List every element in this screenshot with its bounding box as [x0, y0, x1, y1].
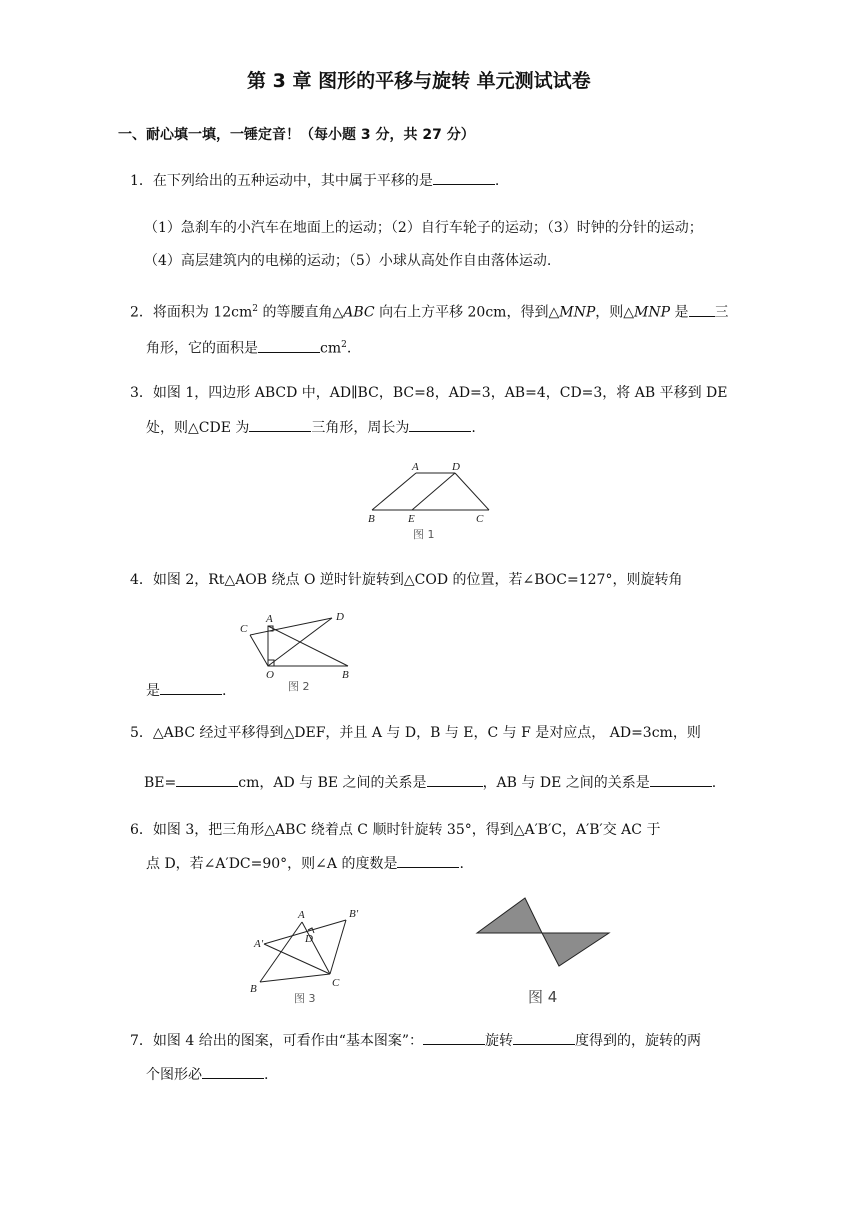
label-D: D	[305, 933, 313, 945]
q5-text: .	[711, 775, 717, 791]
answer-blank[interactable]	[176, 772, 238, 787]
q7-text: 7．如图 4 给出的图案，可看作由“基本图案”：	[130, 1033, 424, 1049]
label-A-prime: A′	[254, 938, 264, 950]
question-3-line2	[146, 417, 476, 438]
figure-3-caption: 图 3	[294, 992, 316, 1005]
answer-blank[interactable]	[160, 680, 222, 695]
q2-text: .	[346, 340, 352, 357]
label-D: D	[336, 611, 344, 623]
question-6: 6．如图 3，把三角形△ABC 绕着点 C 顺时针旋转 35°，得到△A′B′C，A′B′交 AC 于	[130, 822, 661, 838]
answer-blank[interactable]	[427, 772, 483, 787]
q2-text: 向右上方平移 20cm，得到△	[374, 304, 560, 321]
basic-pattern-triangle	[477, 898, 542, 933]
q2-text: 2．将面积为 12cm	[130, 304, 253, 321]
question-4: 4．如图 2，Rt△AOB 绕点 O 逆时针旋转到△COD 的位置，若∠BOC=127°，则旋转角	[130, 572, 683, 588]
q2-var: MNP	[559, 304, 596, 321]
question-7	[130, 1030, 701, 1051]
label-C: C	[240, 623, 248, 635]
question-6-line2	[146, 853, 464, 874]
label-A: A	[266, 613, 273, 625]
q3-text: .	[471, 420, 476, 436]
q1-end: .	[494, 173, 500, 189]
label-D: D	[452, 461, 460, 473]
question-5-line2	[144, 772, 716, 793]
answer-blank[interactable]	[258, 338, 320, 353]
section-header: 一、耐心填一填，一锤定音！（每小题 3 分，共 27 分）	[118, 127, 475, 143]
question-7-line2	[146, 1064, 268, 1085]
figure-1	[360, 460, 500, 546]
question-2-line2	[146, 335, 351, 359]
answer-blank[interactable]	[513, 1030, 575, 1045]
label-B-prime: B′	[349, 908, 359, 920]
question-4-line2	[146, 680, 226, 701]
page-title: 第 3 章 图形的平移与旋转 单元测试试卷	[247, 70, 591, 92]
q7-text: 旋转	[485, 1033, 514, 1049]
q3-text: 处，则△CDE 为	[146, 420, 250, 436]
q2-sup: 2	[341, 340, 347, 350]
q4-text: .	[222, 683, 227, 699]
q5-text: BE=	[144, 775, 177, 791]
q2-var: MNP	[634, 304, 671, 321]
figure-2	[232, 608, 362, 698]
figure-3	[246, 902, 376, 1008]
answer-blank[interactable]	[202, 1064, 264, 1079]
question-3: 3．如图 1，四边形 ABCD 中，AD∥BC，BC=8，AD=3，AB=4，CD=3，将 AB 平移到 DE	[130, 385, 728, 401]
answer-blank[interactable]	[397, 853, 459, 868]
figure-4-caption: 图 4	[528, 988, 558, 1006]
question-5: 5．△ABC 经过平移得到△DEF，并且 A 与 D，B 与 E，C 与 F 是对应点， AD=3cm，则	[130, 725, 701, 741]
label-E: E	[408, 513, 415, 525]
answer-blank[interactable]	[433, 170, 495, 185]
q2-text: cm	[320, 340, 342, 357]
figure-2-caption: 图 2	[288, 680, 310, 693]
answer-blank[interactable]	[423, 1030, 485, 1045]
q2-text: 的等腰直角△	[258, 304, 344, 321]
q7-text: .	[264, 1067, 269, 1083]
q2-var: ABC	[343, 304, 375, 321]
q7-text: 个图形必	[146, 1067, 202, 1083]
q1-options-line1: （1）急刹车的小汽车在地面上的运动；（2）自行车轮子的运动；（3）时钟的分针的运动；	[144, 220, 703, 236]
q4-text: 是	[146, 683, 160, 699]
q2-text: ，则△	[595, 304, 635, 321]
answer-blank[interactable]	[249, 417, 311, 432]
q1-stem: 1．在下列给出的五种运动中，其中属于平移的是	[130, 173, 433, 189]
q3-text: 三角形，周长为	[311, 420, 410, 436]
q2-text: 角形，它的面积是	[146, 340, 258, 357]
answer-blank[interactable]	[689, 302, 715, 317]
label-B: B	[368, 513, 375, 525]
label-B: B	[342, 669, 349, 681]
label-O: O	[266, 669, 274, 681]
q5-text: cm，AD 与 BE 之间的关系是	[238, 775, 427, 791]
q7-text: 度得到的，旋转的两	[575, 1033, 702, 1049]
question-1	[130, 170, 499, 191]
label-C: C	[332, 977, 340, 989]
answer-blank[interactable]	[650, 772, 712, 787]
label-A: A	[298, 909, 305, 921]
rotated-pattern-triangle	[542, 933, 609, 966]
q2-text: 是	[670, 304, 689, 321]
q2-sup: 2	[252, 304, 259, 314]
label-C: C	[476, 513, 484, 525]
q2-text: 三	[714, 304, 729, 321]
q6-text: 点 D，若∠A′DC=90°，则∠A 的度数是	[146, 856, 398, 872]
label-A: A	[412, 461, 419, 473]
question-2	[130, 299, 729, 323]
q1-options-line2: （4）高层建筑内的电梯的运动；（5）小球从高处作自由落体运动.	[144, 253, 552, 269]
q5-text: ，AB 与 DE 之间的关系是	[482, 775, 650, 791]
figure-4	[470, 890, 620, 1008]
figure-1-caption: 图 1	[413, 528, 435, 541]
q6-text: .	[459, 856, 464, 872]
label-B: B	[250, 983, 257, 995]
answer-blank[interactable]	[409, 417, 471, 432]
